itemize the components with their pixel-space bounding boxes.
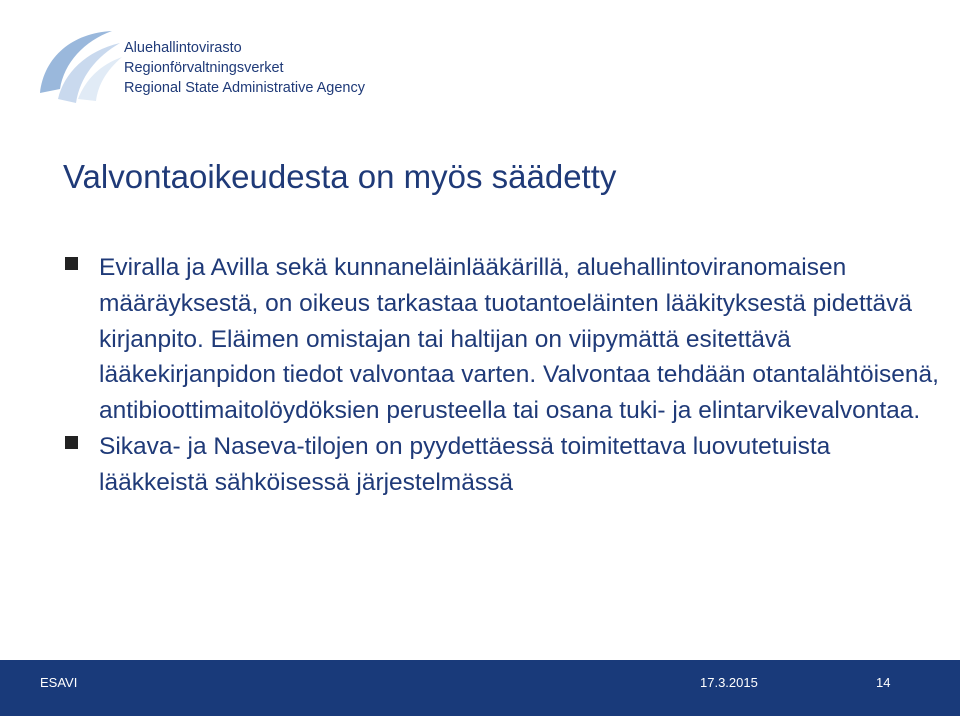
avi-logo [34, 27, 124, 107]
agency-name-en: Regional State Administrative Agency [124, 80, 365, 96]
agency-name-sv: Regionförvaltningsverket [124, 60, 284, 76]
avi-logo-icon [34, 27, 124, 107]
agency-name-fi: Aluehallintovirasto [124, 40, 242, 56]
footer-org: ESAVI [40, 675, 78, 690]
slide-title: Valvontaoikeudesta on myös säädetty [63, 158, 617, 195]
page-number: 14 [876, 675, 891, 690]
square-bullet-icon [65, 257, 78, 270]
bullet-text: Eviralla ja Avilla sekä kunnaneläinlääkärillä, aluehallintoviranomaisen määräyksestä, on oikeus tarkastaa tuotantoeläinten lääkityksestä pidettävä kirjanpito. Eläimen omistajan tai haltijan on viipymättä esitettävä lääkekirjanpidon tiedot valvontaa varten. Valvontaa tehdään otantalähtöisenä, antibioottimaitolöydöksien perusteella tai osana tuki- ja elintarvikevalvontaa. [99, 254, 939, 425]
square-bullet-icon [65, 436, 78, 449]
bullet-text: Sikava- ja Naseva-tilojen on pyydettäessä toimitettava luovutetuista lääkkeistä sähköisessä järjestelmässä [99, 432, 831, 496]
agency-name [124, 38, 365, 98]
bullet-list [62, 250, 942, 501]
bullet-item [62, 250, 942, 429]
bullet-item [62, 429, 942, 501]
footer-bar [0, 660, 960, 716]
footer-date: 17.3.2015 [700, 675, 758, 690]
